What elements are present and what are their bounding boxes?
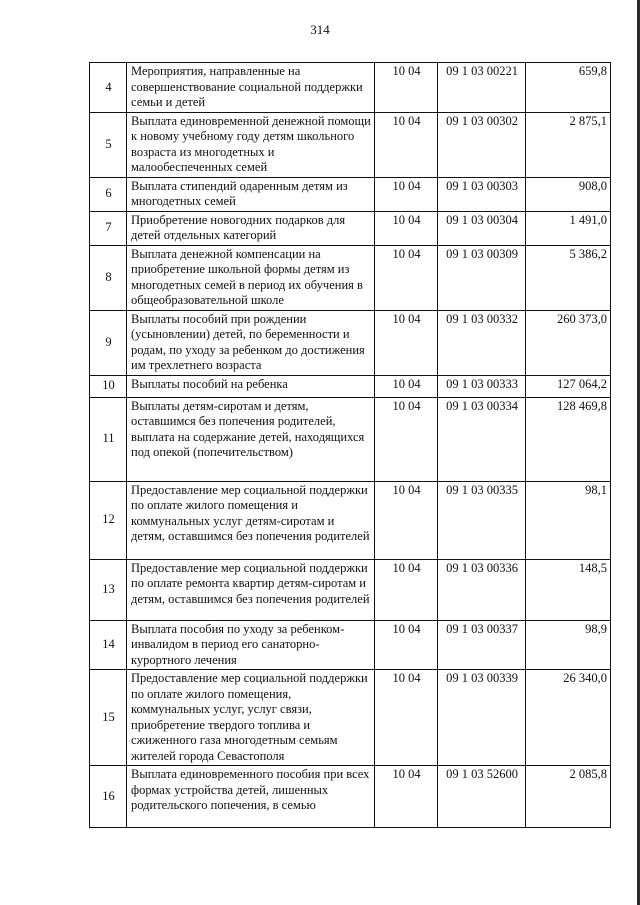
row-name: Предоставление мер социальной поддержки по оплате жилого помещения, коммунальных услуг, услуг связи, приобретение твердого топлива и сжиженного газа многодетным семьям жителей города Севастополя bbox=[127, 670, 375, 766]
row-name: Выплаты пособий при рождении (усыновлении) детей, по беременности и родам, по уходу за ребенком до достижения им трехлетнего возраста bbox=[127, 310, 375, 375]
row-section: 10 04 bbox=[375, 112, 438, 177]
row-section: 10 04 bbox=[375, 670, 438, 766]
row-section: 10 04 bbox=[375, 177, 438, 211]
row-section: 10 04 bbox=[375, 620, 438, 670]
row-code: 09 1 03 00332 bbox=[438, 310, 526, 375]
row-name: Приобретение новогодних подарков для детей отдельных категорий bbox=[127, 211, 375, 245]
row-code: 09 1 03 00336 bbox=[438, 559, 526, 620]
row-number: 7 bbox=[90, 211, 127, 245]
row-section: 10 04 bbox=[375, 397, 438, 481]
row-section: 10 04 bbox=[375, 481, 438, 559]
row-number: 13 bbox=[90, 559, 127, 620]
table-row bbox=[90, 211, 611, 245]
table-row bbox=[90, 177, 611, 211]
row-code: 09 1 03 00335 bbox=[438, 481, 526, 559]
row-code: 09 1 03 00339 bbox=[438, 670, 526, 766]
row-number: 11 bbox=[90, 397, 127, 481]
row-name: Выплата пособия по уходу за ребенком-инвалидом в период его санаторно-курортного лечения bbox=[127, 620, 375, 670]
table-row bbox=[90, 670, 611, 766]
table-row bbox=[90, 620, 611, 670]
row-code: 09 1 03 00302 bbox=[438, 112, 526, 177]
row-number: 10 bbox=[90, 375, 127, 397]
row-code: 09 1 03 00309 bbox=[438, 245, 526, 310]
page-number: 314 bbox=[310, 22, 330, 37]
row-number: 15 bbox=[90, 670, 127, 766]
row-amount: 908,0 bbox=[526, 177, 611, 211]
row-amount: 98,9 bbox=[526, 620, 611, 670]
row-amount: 2 875,1 bbox=[526, 112, 611, 177]
row-code: 09 1 03 52600 bbox=[438, 766, 526, 828]
row-number: 6 bbox=[90, 177, 127, 211]
row-code: 09 1 03 00221 bbox=[438, 63, 526, 113]
row-code: 09 1 03 00334 bbox=[438, 397, 526, 481]
row-name: Выплата денежной компенсации на приобретение школьной формы детям из многодетных семей в период их обучения в общеобразовательной школе bbox=[127, 245, 375, 310]
row-number: 16 bbox=[90, 766, 127, 828]
row-name: Выплата единовременного пособия при всех формах устройства детей, лишенных родительского попечения, в семью bbox=[127, 766, 375, 828]
row-name: Выплата единовременной денежной помощи к новому учебному году детям школьного возраста из многодетных и малообеспеченных семей bbox=[127, 112, 375, 177]
row-number: 14 bbox=[90, 620, 127, 670]
row-name: Выплата стипендий одаренным детям из многодетных семей bbox=[127, 177, 375, 211]
row-amount: 128 469,8 bbox=[526, 397, 611, 481]
table-row bbox=[90, 559, 611, 620]
row-number: 9 bbox=[90, 310, 127, 375]
row-name: Мероприятия, направленные на совершенствование социальной поддержки семьи и детей bbox=[127, 63, 375, 113]
table-row bbox=[90, 112, 611, 177]
table-row bbox=[90, 375, 611, 397]
table-row bbox=[90, 63, 611, 113]
row-name: Предоставление мер социальной поддержки по оплате жилого помещения и коммунальных услуг детям-сиротам и детям, оставшимся без попечения родителей bbox=[127, 481, 375, 559]
row-amount: 5 386,2 bbox=[526, 245, 611, 310]
row-amount: 127 064,2 bbox=[526, 375, 611, 397]
budget-table bbox=[89, 62, 611, 828]
row-code: 09 1 03 00337 bbox=[438, 620, 526, 670]
row-name: Выплаты детям-сиротам и детям, оставшимся без попечения родителей, выплата на содержание детей, находящихся под опекой (попечительством) bbox=[127, 397, 375, 481]
row-code: 09 1 03 00303 bbox=[438, 177, 526, 211]
row-number: 5 bbox=[90, 112, 127, 177]
row-section: 10 04 bbox=[375, 211, 438, 245]
row-number: 4 bbox=[90, 63, 127, 113]
row-code: 09 1 03 00304 bbox=[438, 211, 526, 245]
table-row bbox=[90, 766, 611, 828]
row-number: 12 bbox=[90, 481, 127, 559]
row-amount: 148,5 bbox=[526, 559, 611, 620]
row-amount: 98,1 bbox=[526, 481, 611, 559]
row-amount: 260 373,0 bbox=[526, 310, 611, 375]
row-code: 09 1 03 00333 bbox=[438, 375, 526, 397]
row-section: 10 04 bbox=[375, 766, 438, 828]
row-section: 10 04 bbox=[375, 559, 438, 620]
row-number: 8 bbox=[90, 245, 127, 310]
row-section: 10 04 bbox=[375, 63, 438, 113]
table-row bbox=[90, 397, 611, 481]
row-section: 10 04 bbox=[375, 310, 438, 375]
table-row bbox=[90, 481, 611, 559]
row-amount: 1 491,0 bbox=[526, 211, 611, 245]
row-section: 10 04 bbox=[375, 375, 438, 397]
row-name: Выплаты пособий на ребенка bbox=[127, 375, 375, 397]
row-section: 10 04 bbox=[375, 245, 438, 310]
table-row bbox=[90, 310, 611, 375]
table-row bbox=[90, 245, 611, 310]
row-amount: 26 340,0 bbox=[526, 670, 611, 766]
row-amount: 659,8 bbox=[526, 63, 611, 113]
row-amount: 2 085,8 bbox=[526, 766, 611, 828]
row-name: Предоставление мер социальной поддержки по оплате ремонта квартир детям-сиротам и детям, оставшимся без попечения родителей bbox=[127, 559, 375, 620]
